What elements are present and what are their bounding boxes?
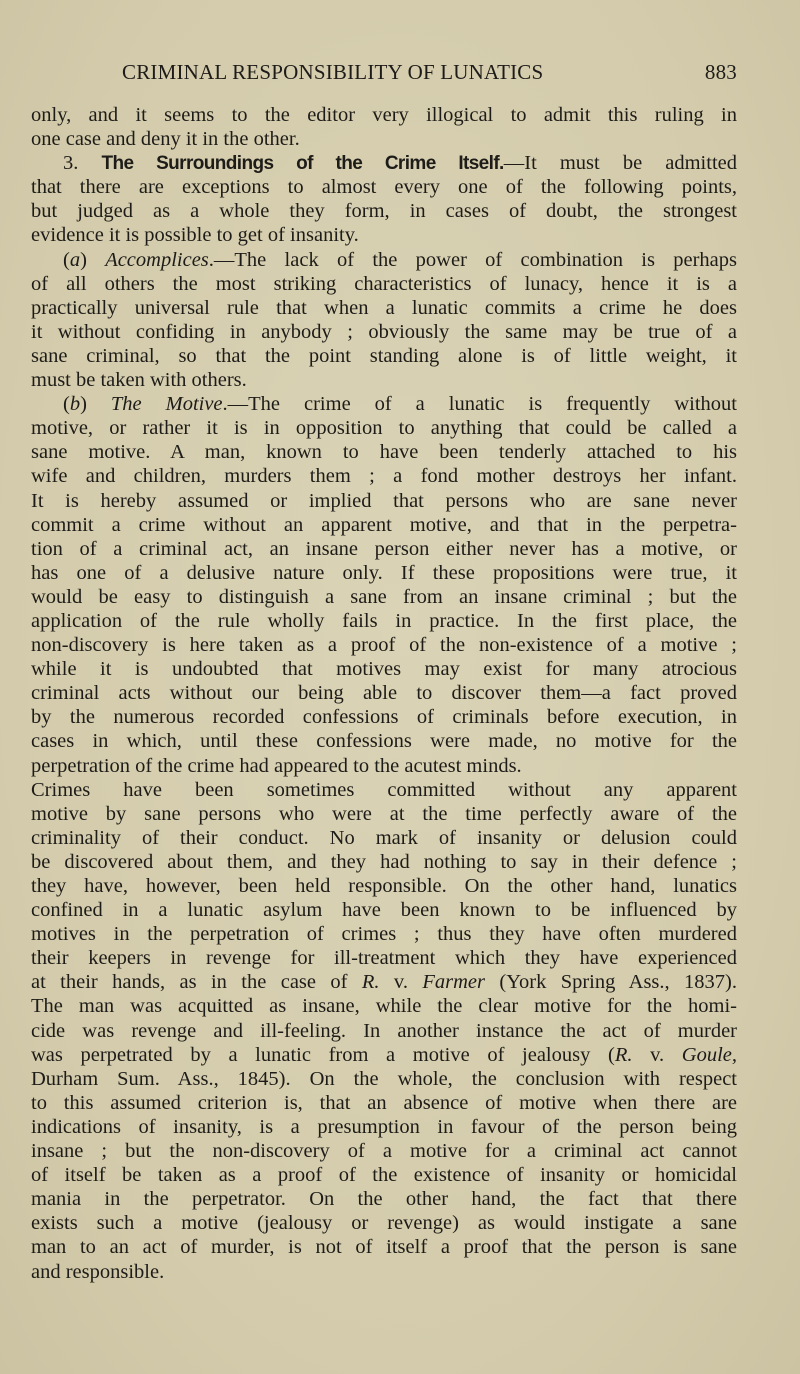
text-line	[31, 850, 737, 874]
section-heading: The Surroundings of the Crime Itself.	[101, 153, 504, 175]
text-segment: only, and it seems to the editor very illogical to admit this ruling in	[31, 104, 737, 126]
text-segment: It is hereby assumed or implied that persons who are sane never	[31, 489, 737, 512]
text-line	[31, 1043, 737, 1067]
italic-text: b	[69, 393, 81, 416]
text-segment: evidence it is possible to get of insanity.	[31, 224, 359, 247]
italic-text: Farmer	[422, 971, 486, 994]
text-segment: v.	[632, 1043, 682, 1066]
text-segment: Durham Sum. Ass., 1845). On the whole, the conclusion with respect	[31, 1067, 737, 1090]
text-segment: tion of a criminal act, an insane person either never has a motive, or	[31, 537, 737, 560]
text-segment: must be taken with others.	[31, 369, 247, 392]
text-segment: motive, or rather it is in opposition to anything that could be called a	[31, 417, 737, 440]
text-segment: criminality of their conduct. No mark of insanity or delusion could	[31, 826, 737, 849]
text-line	[31, 826, 737, 850]
body-text	[31, 103, 737, 1284]
text-segment: application of the rule wholly fails in practice. In the first place, the	[31, 609, 737, 632]
text-line	[31, 440, 737, 464]
text-line	[31, 729, 737, 753]
text-line	[31, 778, 737, 802]
text-segment: )	[80, 248, 106, 271]
text-segment: man to an act of murder, is not of itself a proof that the person is sane	[31, 1236, 737, 1259]
text-segment: to this assumed criterion is, that an absence of motive when there are	[31, 1091, 737, 1114]
text-line	[31, 127, 737, 151]
text-segment: at their hands, as in the case of	[31, 971, 362, 994]
text-segment: they have, however, been held responsible. On the other hand, lunatics	[31, 875, 737, 897]
text-segment: that there are exceptions to almost every one of the following points,	[31, 176, 737, 199]
text-segment: (	[63, 248, 70, 271]
text-segment: exists such a motive (jealousy or revenge) as would instigate a sane	[31, 1212, 737, 1235]
text-line	[31, 464, 737, 488]
text-line	[31, 754, 737, 778]
text-line	[31, 970, 737, 994]
text-segment: (	[63, 393, 70, 416]
text-line	[31, 585, 737, 609]
text-line	[31, 657, 737, 681]
text-line	[31, 633, 737, 657]
text-line	[31, 1187, 737, 1211]
running-header	[31, 60, 737, 86]
text-line	[31, 296, 737, 320]
text-segment: sane motive. A man, known to have been tenderly attached to his	[31, 441, 737, 464]
text-line	[31, 898, 737, 922]
italic-text: R.	[614, 1043, 633, 1066]
text-segment: )	[80, 393, 111, 416]
text-segment: it without confiding in anybody ; obviously the same may be true of a	[31, 320, 737, 343]
text-line	[31, 513, 737, 537]
text-line	[31, 946, 737, 970]
text-segment: —It must be admitted	[503, 152, 737, 175]
text-segment: wife and children, murders them ; a fond mother destroys her infant.	[31, 465, 737, 488]
text-line	[31, 705, 737, 729]
text-line	[31, 1139, 737, 1163]
text-line	[31, 1260, 737, 1284]
text-line	[31, 175, 737, 199]
text-line	[31, 248, 737, 272]
text-line	[31, 1019, 737, 1043]
text-segment: of itself be taken as a proof of the existence of insanity or homicidal	[31, 1164, 737, 1187]
text-segment: mania in the perpetrator. On the other hand, the fact that there	[31, 1188, 737, 1211]
text-segment: has one of a delusive nature only. If these propositions were true, it	[31, 561, 737, 584]
text-segment: of all others the most striking characteristics of lunacy, hence it is a	[31, 272, 737, 295]
text-segment: (York Spring Ass., 1837).	[485, 971, 737, 994]
text-segment: The man was acquitted as insane, while the clear motive for the homi-	[31, 995, 737, 1018]
text-segment: insane ; but the non-discovery of a motive for a criminal act cannot	[31, 1140, 737, 1163]
text-segment: their keepers in revenge for ill-treatment which they have experienced	[31, 947, 737, 970]
text-line	[31, 994, 737, 1018]
text-line	[31, 874, 737, 898]
text-segment: motives in the perpetration of crimes ; thus they have often murdered	[31, 923, 737, 946]
text-line	[31, 489, 737, 513]
text-segment: sane criminal, so that the point standing alone is of little weight, it	[31, 344, 737, 367]
text-line	[31, 561, 737, 585]
running-title: CRIMINAL RESPONSIBILITY OF LUNATICS	[122, 60, 544, 84]
text-segment: commit a crime without an apparent motive, and that in the perpetra-	[31, 513, 737, 536]
text-line	[31, 802, 737, 826]
text-line	[31, 609, 737, 633]
text-segment: practically universal rule that when a lunatic commits a crime he does	[31, 296, 737, 319]
page-number: 883	[704, 60, 737, 84]
text-segment: 3.	[63, 152, 102, 175]
text-segment: v.	[379, 971, 423, 994]
text-line	[31, 1067, 737, 1091]
text-segment: cases in which, until these confessions were made, no motive for the	[31, 730, 737, 753]
italic-text: The Motive	[110, 393, 223, 416]
text-segment: cide was revenge and ill-feeling. In another instance the act of murder	[31, 1019, 737, 1042]
text-line	[31, 1163, 737, 1187]
text-line	[31, 344, 737, 368]
text-segment: indications of insanity, is a presumption in favour of the person being	[31, 1115, 737, 1138]
text-line	[31, 223, 737, 247]
text-segment: motive by sane persons who were at the time perfectly aware of the	[31, 802, 737, 825]
text-segment: and responsible.	[31, 1260, 165, 1283]
text-line	[31, 537, 737, 561]
text-segment: .—The crime of a lunatic is frequently without	[222, 393, 738, 416]
text-line	[31, 272, 737, 296]
text-line	[31, 151, 737, 175]
text-line	[31, 368, 737, 392]
text-line	[31, 392, 737, 416]
text-line	[31, 1115, 737, 1139]
text-segment: by the numerous recorded confessions of criminals before execution, in	[31, 706, 737, 729]
text-line	[31, 1211, 737, 1235]
text-segment: .—The lack of the power of combination is perhaps	[208, 248, 737, 271]
text-segment: but judged as a whole they form, in cases of doubt, the strongest	[31, 200, 737, 223]
text-line	[31, 199, 737, 223]
text-line	[31, 1091, 737, 1115]
text-segment: confined in a lunatic asylum have been known to be influenced by	[31, 899, 737, 922]
text-line	[31, 320, 737, 344]
text-line	[31, 103, 737, 127]
italic-text: Accomplices	[105, 248, 209, 271]
text-segment: one case and deny it in the other.	[31, 128, 300, 151]
text-segment: criminal acts without our being able to discover them—a fact proved	[31, 682, 737, 705]
text-line	[31, 416, 737, 440]
italic-text: a	[69, 248, 81, 271]
text-line	[31, 922, 737, 946]
text-segment: be discovered about them, and they had nothing to say in their defence ;	[31, 850, 737, 873]
text-line	[31, 681, 737, 705]
italic-text: Goule,	[681, 1043, 737, 1066]
text-segment: Crimes have been sometimes committed without any apparent	[31, 778, 737, 801]
text-segment: was perpetrated by a lunatic from a motive of jealousy (	[31, 1043, 615, 1066]
italic-text: R.	[361, 971, 380, 994]
text-segment: would be easy to distinguish a sane from an insane criminal ; but the	[31, 585, 737, 608]
text-segment: perpetration of the crime had appeared to the acutest minds.	[31, 754, 522, 777]
text-segment: while it is undoubted that motives may exist for many atrocious	[31, 658, 737, 681]
text-line	[31, 1235, 737, 1259]
text-segment: non-discovery is here taken as a proof of the non-existence of a motive ;	[31, 634, 737, 657]
